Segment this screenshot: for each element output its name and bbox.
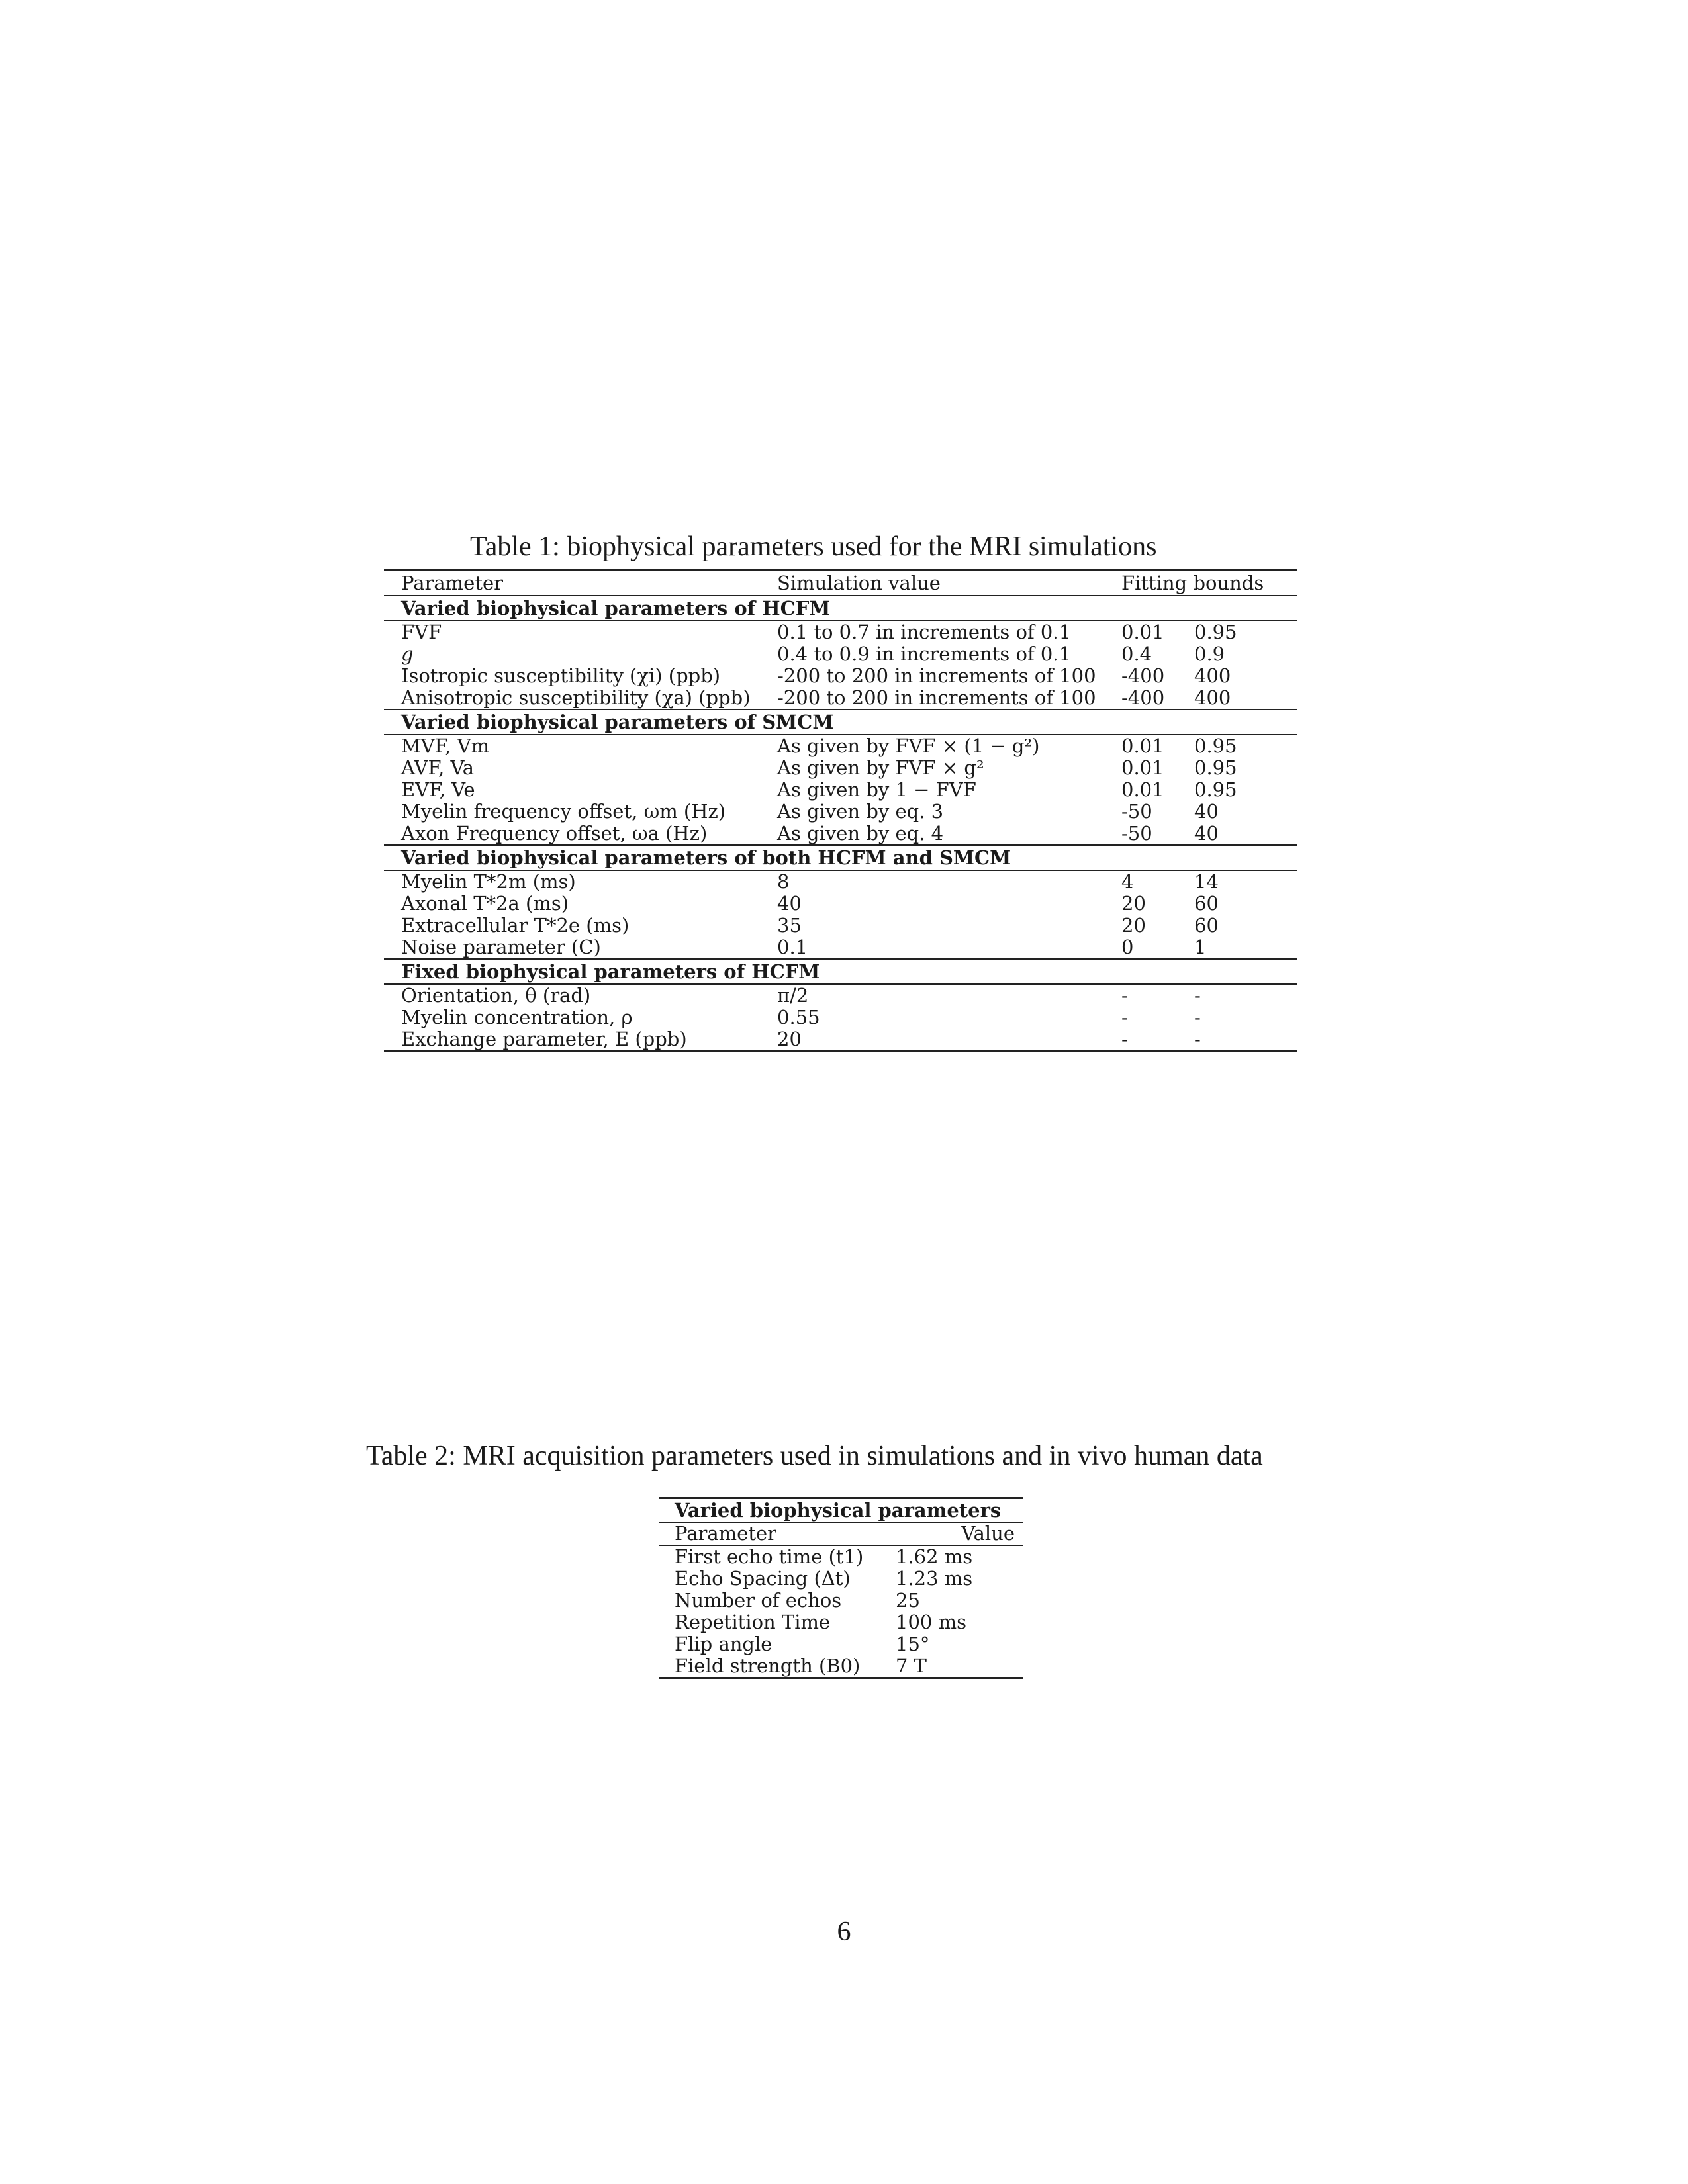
param-cell: Noise parameter (C) — [401, 936, 601, 958]
table-row — [659, 1633, 1023, 1655]
param-cell: First echo time (t1) — [675, 1545, 864, 1568]
sim-cell: 35 — [777, 914, 802, 936]
fit-lower-cell: 0.01 — [1121, 778, 1164, 801]
sim-cell: As given by eq. 3 — [777, 800, 944, 823]
param-cell: Myelin frequency offset, ωm (Hz) — [401, 800, 726, 823]
param-cell: Axonal T*2a (ms) — [401, 892, 569, 915]
table1-caption — [384, 529, 1297, 564]
value-cell: 15° — [896, 1633, 930, 1655]
fit-upper-cell: 40 — [1194, 822, 1219, 844]
table-row — [659, 1612, 1023, 1633]
sim-cell: 8 — [777, 870, 790, 893]
table-row — [384, 621, 1297, 643]
fit-upper-cell: 0.95 — [1194, 621, 1237, 643]
fit-upper-cell: 40 — [1194, 800, 1219, 823]
param-cell: Axon Frequency offset, ωa (Hz) — [401, 822, 708, 844]
fit-upper-cell: 0.9 — [1194, 643, 1225, 665]
header-value: Value — [961, 1522, 1015, 1545]
fit-upper-cell: 0.95 — [1194, 735, 1237, 757]
sim-cell: -200 to 200 in increments of 100 — [777, 686, 1096, 709]
sim-cell: 20 — [777, 1028, 802, 1050]
value-cell: 7 T — [896, 1655, 927, 1677]
sim-cell: π/2 — [777, 984, 809, 1007]
param-cell: Orientation, θ (rad) — [401, 984, 591, 1007]
fit-lower-cell: - — [1121, 984, 1128, 1007]
table2-title: Varied biophysical parameters — [659, 1499, 1023, 1523]
table-row — [659, 1590, 1023, 1612]
table-row — [384, 779, 1297, 801]
param-cell: Echo Spacing (Δt) — [675, 1567, 851, 1590]
section-title-hcfm-varied: Varied biophysical parameters of HCFM — [384, 596, 1297, 621]
section-title-hcfm-fixed: Fixed biophysical parameters of HCFM — [384, 958, 1297, 985]
table-row — [384, 735, 1297, 757]
section-title-smcm-varied: Varied biophysical parameters of SMCM — [384, 709, 1297, 735]
param-cell: Extracellular T*2e (ms) — [401, 914, 630, 936]
table-row — [384, 936, 1297, 958]
fit-upper-cell: 400 — [1194, 686, 1231, 709]
fit-lower-cell: -50 — [1121, 800, 1152, 823]
fit-lower-cell: 0 — [1121, 936, 1134, 958]
table-row — [659, 1568, 1023, 1590]
table-row — [384, 801, 1297, 823]
param-cell: Flip angle — [675, 1633, 773, 1655]
page-number: 6 — [837, 1917, 851, 1947]
sim-cell: 0.4 to 0.9 in increments of 0.1 — [777, 643, 1072, 665]
table-row — [384, 893, 1297, 915]
param-cell: Isotropic susceptibility (χi) (ppb) — [401, 664, 721, 687]
fit-upper-cell: 14 — [1194, 870, 1219, 893]
table1 — [384, 569, 1297, 1052]
fit-lower-cell: -400 — [1121, 664, 1165, 687]
table-row — [659, 1655, 1023, 1677]
sim-cell: 40 — [777, 892, 802, 915]
table-row — [384, 1007, 1297, 1028]
fit-lower-cell: 0.4 — [1121, 643, 1152, 665]
fit-upper-cell: 0.95 — [1194, 756, 1237, 779]
table-row — [384, 687, 1297, 709]
header-simulation-value: Simulation value — [777, 571, 941, 594]
table-row — [384, 757, 1297, 779]
fit-upper-cell: - — [1194, 1006, 1201, 1028]
value-cell: 25 — [896, 1589, 920, 1612]
table1-caption-text: biophysical parameters used for the MRI simulations — [567, 531, 1157, 562]
param-cell: Field strength (B0) — [675, 1655, 861, 1677]
fit-lower-cell: - — [1121, 1006, 1128, 1028]
table-row — [384, 643, 1297, 665]
table-row — [384, 823, 1297, 844]
sim-cell: As given by FVF × (1 − g²) — [777, 735, 1040, 757]
sim-cell: 0.1 to 0.7 in increments of 0.1 — [777, 621, 1072, 643]
fit-lower-cell: -50 — [1121, 822, 1152, 844]
sim-cell: As given by eq. 4 — [777, 822, 944, 844]
fit-upper-cell: 1 — [1194, 936, 1207, 958]
param-cell: Number of echos — [675, 1589, 842, 1612]
fit-lower-cell: -400 — [1121, 686, 1165, 709]
table2 — [659, 1497, 1023, 1679]
fit-lower-cell: 0.01 — [1121, 735, 1164, 757]
fit-lower-cell: 20 — [1121, 914, 1146, 936]
param-cell: EVF, Ve — [401, 778, 475, 801]
header-fitting-bounds: Fitting bounds — [1121, 571, 1264, 594]
header-parameter: Parameter — [401, 571, 503, 594]
sim-cell: As given by FVF × g² — [777, 756, 984, 779]
param-cell: Myelin T*2m (ms) — [401, 870, 576, 893]
fit-lower-cell: 20 — [1121, 892, 1146, 915]
fit-upper-cell: 60 — [1194, 892, 1219, 915]
table-row — [384, 665, 1297, 687]
table-row — [384, 915, 1297, 936]
fit-upper-cell: - — [1194, 984, 1201, 1007]
value-cell: 100 ms — [896, 1611, 966, 1633]
value-cell: 1.62 ms — [896, 1545, 973, 1568]
param-cell: Exchange parameter, E (ppb) — [401, 1028, 687, 1050]
sim-cell: 0.55 — [777, 1006, 820, 1028]
fit-upper-cell: 0.95 — [1194, 778, 1237, 801]
table-row — [384, 985, 1297, 1007]
header-parameter: Parameter — [675, 1522, 776, 1545]
table-row — [384, 871, 1297, 893]
table-row — [659, 1546, 1023, 1568]
table1-caption-label: Table 1: — [470, 531, 560, 562]
table2-caption: Table 2: MRI acquisition parameters used in simulations and in vivo human data — [366, 1441, 1263, 1471]
fit-upper-cell: - — [1194, 1028, 1201, 1050]
fit-upper-cell: 400 — [1194, 664, 1231, 687]
param-cell: FVF — [401, 621, 442, 643]
param-cell: g — [401, 643, 414, 665]
table-row — [384, 1028, 1297, 1050]
sim-cell: 0.1 — [777, 936, 808, 958]
fit-lower-cell: 0.01 — [1121, 756, 1164, 779]
sim-cell: -200 to 200 in increments of 100 — [777, 664, 1096, 687]
sim-cell: As given by 1 − FVF — [777, 778, 976, 801]
param-cell: Repetition Time — [675, 1611, 831, 1633]
table2-header-row — [659, 1523, 1023, 1546]
fit-upper-cell: 60 — [1194, 914, 1219, 936]
fit-lower-cell: - — [1121, 1028, 1128, 1050]
param-cell: MVF, Vm — [401, 735, 490, 757]
param-cell: AVF, Va — [401, 756, 475, 779]
fit-lower-cell: 4 — [1121, 870, 1134, 893]
fit-lower-cell: 0.01 — [1121, 621, 1164, 643]
param-cell: Anisotropic susceptibility (χa) (ppb) — [401, 686, 751, 709]
section-title-both-varied: Varied biophysical parameters of both HCFM and SMCM — [384, 844, 1297, 871]
table1-header-row — [384, 571, 1297, 596]
param-cell: Myelin concentration, ρ — [401, 1006, 633, 1028]
value-cell: 1.23 ms — [896, 1567, 973, 1590]
